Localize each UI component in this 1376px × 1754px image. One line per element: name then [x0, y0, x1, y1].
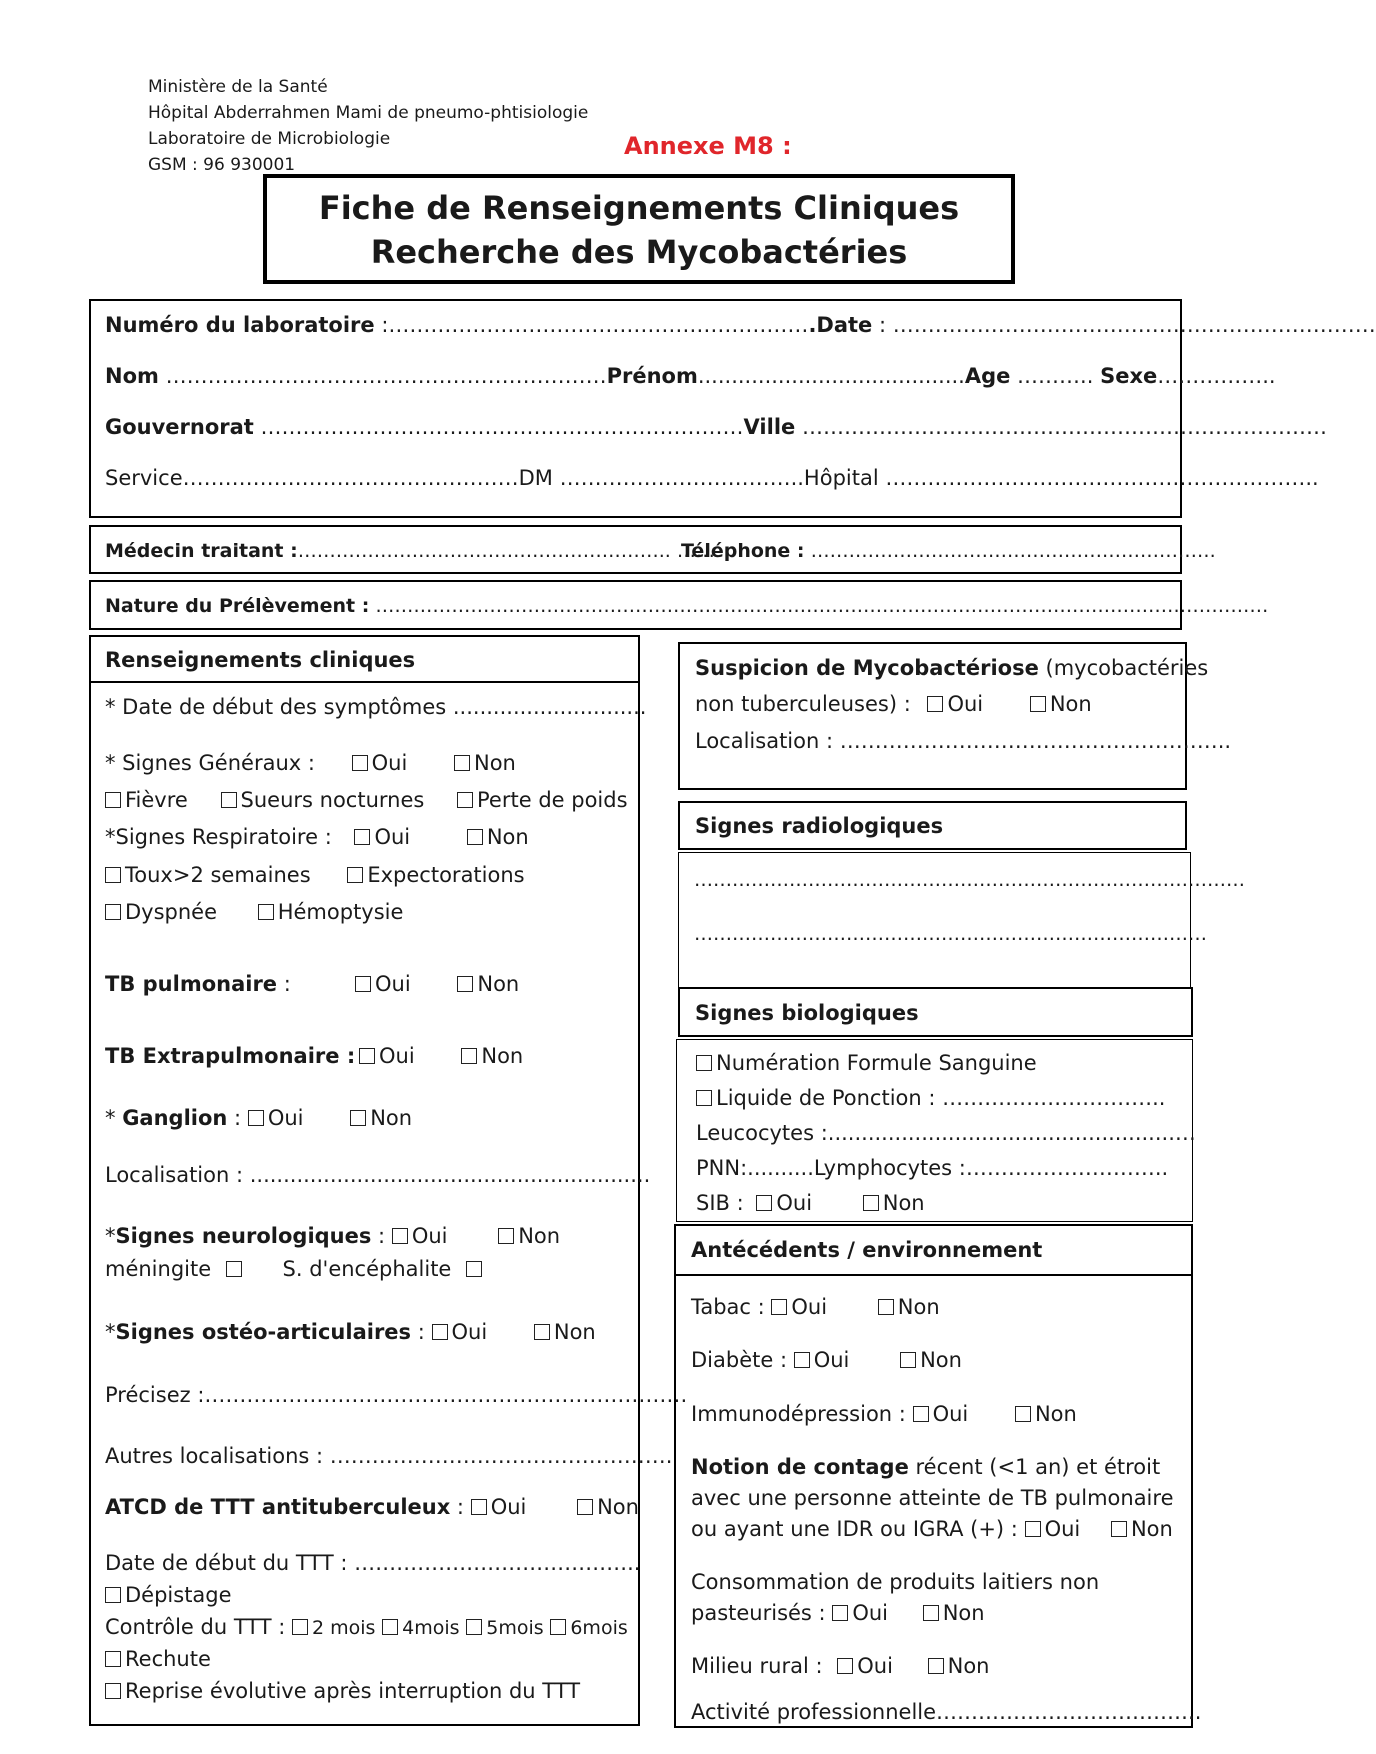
bio-heading-box [678, 987, 1193, 1037]
nfs-checkbox[interactable] [696, 1055, 712, 1071]
immuno-row [691, 1401, 1077, 1427]
telephone-dots: ………………………………………………………. [804, 540, 1216, 562]
hemoptysie-checkbox[interactable] [258, 904, 274, 920]
hospital-text: Hôpital Abderrahmen Mami de pneumo-phtisiologie [148, 103, 589, 123]
sueurs-checkbox[interactable] [221, 792, 237, 808]
medecin-label: Médecin traitant : [105, 540, 298, 562]
contage-l3-label: ou ayant une IDR ou IGRA (+) : [691, 1517, 1018, 1541]
lait-non-checkbox[interactable] [923, 1605, 939, 1621]
lab-number-dots: :…………………………………………………… [374, 313, 809, 337]
suspicion-non-checkbox[interactable] [1030, 696, 1046, 712]
contage-label: Notion de contage [691, 1455, 909, 1479]
neuro-colon: : [371, 1224, 386, 1248]
diabete-non-label: Non [920, 1348, 962, 1372]
antecedents-heading-bar [676, 1226, 1191, 1276]
patient-info-box [89, 299, 1376, 518]
nfs-row [696, 1050, 1037, 1076]
sexe-dots: …………….. [1157, 364, 1276, 388]
reprise-row [105, 1678, 580, 1704]
tbe-non-label: Non [481, 1044, 524, 1068]
suspicion-options [695, 691, 1092, 717]
dyspnee-label: Dyspnée [125, 900, 218, 924]
contage-line-3 [691, 1516, 1173, 1542]
sr-oui-checkbox[interactable] [354, 829, 370, 845]
osteo-colon: : [411, 1320, 425, 1344]
lait-l2-label: pasteurisés : [691, 1601, 826, 1625]
contage-rest: récent (<1 an) et étroit [908, 1455, 1161, 1479]
depistage-label: Dépistage [125, 1583, 232, 1607]
5mois-label: 5mois [486, 1617, 544, 1639]
immuno-label: Immunodépression : [691, 1402, 906, 1426]
suspicion-oui-checkbox[interactable] [927, 696, 943, 712]
tabac-label: Tabac : [691, 1295, 765, 1319]
gouvernorat-dots: …………………………………………………………… [253, 415, 744, 439]
precisez-field[interactable]: Précisez :…………………………………………………………… [105, 1383, 688, 1407]
atcd-ttt-colon: : [450, 1495, 465, 1519]
suspicion-oui-label: Oui [947, 692, 984, 716]
medecin-field[interactable] [105, 538, 715, 564]
prenom-dots: ........................................ [697, 364, 965, 388]
controle-ttt-row [105, 1614, 628, 1641]
title-box [263, 174, 1015, 284]
nom-dots: ……………………………………………………… [158, 364, 607, 388]
radio-dots-2[interactable]: ……………………………………………………………………… [694, 923, 1207, 945]
nom-label: Nom [105, 364, 159, 388]
lait-oui-checkbox[interactable] [832, 1605, 848, 1621]
expectorations-checkbox[interactable] [347, 867, 363, 883]
institution-header [148, 74, 588, 178]
clinique-section [89, 635, 688, 1726]
osteo-prefix: * [105, 1320, 116, 1344]
sib-non-checkbox[interactable] [863, 1195, 879, 1211]
lab-number-field[interactable] [105, 312, 1376, 338]
sib-label: SIB : [696, 1191, 744, 1215]
date-debut-field[interactable]: * Date de début des symptômes ............................. [105, 695, 647, 719]
date-label: .Date [808, 313, 873, 337]
fievre-checkbox[interactable] [105, 792, 121, 808]
dyspnee-checkbox[interactable] [105, 904, 121, 920]
form-subtitle: Recherche des Mycobactéries [370, 233, 908, 271]
medecin-box [89, 525, 1216, 574]
rural-row [691, 1653, 990, 1679]
rechute-row [105, 1646, 211, 1672]
osteo-non-checkbox[interactable] [534, 1324, 550, 1340]
sg-oui-label: Oui [371, 751, 408, 775]
date-ttt-field[interactable]: Date de début du TTT : ………………………………….. [105, 1551, 641, 1575]
contage-oui-label: Oui [1044, 1517, 1081, 1541]
lait-line-1: Consommation de produits laitiers non [691, 1570, 1100, 1594]
sueurs-label: Sueurs nocturnes [240, 788, 425, 812]
form-title: Fiche de Renseignements Cliniques [318, 189, 960, 227]
sr-non-label: Non [486, 825, 529, 849]
rural-oui-checkbox[interactable] [837, 1658, 853, 1674]
diabete-non-checkbox[interactable] [900, 1352, 916, 1368]
ganglion-oui-checkbox[interactable] [248, 1110, 264, 1126]
immuno-oui-label: Oui [932, 1402, 969, 1426]
sr-oui-label: Oui [374, 825, 411, 849]
lab-number-label: Numéro du laboratoire [105, 313, 375, 337]
signes-generaux-row [105, 750, 516, 776]
meningite-label: méningite [105, 1257, 212, 1281]
tabac-non-checkbox[interactable] [878, 1299, 894, 1315]
neuro-prefix: * [105, 1224, 116, 1248]
sexe-label: Sexe [1100, 364, 1158, 388]
age-dots: ……….. [1010, 364, 1101, 388]
gouvernorat-field[interactable] [105, 414, 1327, 440]
immuno-non-label: Non [1034, 1402, 1077, 1426]
hemoptysie-label: Hémoptysie [277, 900, 404, 924]
rural-non-label: Non [947, 1654, 990, 1678]
pnn-field[interactable]: PNN:..........Lymphocytes :……………………….. [696, 1156, 1169, 1180]
tb-extrapulmonaire-row [105, 1043, 355, 1069]
gsm-text: GSM : 96 930001 [148, 155, 296, 175]
6mois-label: 6mois [570, 1617, 628, 1639]
tb-pulmonaire-row [105, 971, 291, 997]
depistage-row [105, 1582, 232, 1608]
sg-non-checkbox[interactable] [454, 755, 470, 771]
tabac-oui-checkbox[interactable] [771, 1299, 787, 1315]
nfs-label: Numération Formule Sanguine [716, 1051, 1037, 1075]
medecin-dots: ………………………………………………….. …… [297, 540, 715, 562]
2mois-checkbox[interactable] [292, 1619, 308, 1635]
contage-non-checkbox[interactable] [1111, 1521, 1127, 1537]
tb-pulmonaire-options [355, 971, 519, 997]
atcd-oui-checkbox[interactable] [471, 1499, 487, 1515]
antecedents-section [674, 1224, 1202, 1728]
diabete-oui-checkbox[interactable] [794, 1352, 810, 1368]
antecedents-heading: Antécédents / environnement [691, 1238, 1043, 1262]
radio-heading: Signes radiologiques [695, 814, 944, 838]
localisation-field[interactable]: Localisation : ............................................................ [105, 1163, 651, 1187]
contage-oui-checkbox[interactable] [1025, 1521, 1041, 1537]
rural-non-checkbox[interactable] [928, 1658, 944, 1674]
lait-non-label: Non [942, 1601, 985, 1625]
suspicion-line2: non tuberculeuses) : [695, 692, 911, 716]
leucocytes-field[interactable]: Leucocytes :....................................................… [696, 1121, 1196, 1145]
lait-oui-label: Oui [852, 1601, 888, 1625]
ganglion-non-checkbox[interactable] [350, 1110, 366, 1126]
perte-poids-label: Perte de poids [477, 788, 628, 812]
osteo-oui-checkbox[interactable] [432, 1324, 448, 1340]
telephone-label: Téléphone : [681, 540, 805, 562]
sib-row [696, 1190, 925, 1216]
liquide-checkbox[interactable] [696, 1090, 712, 1106]
autres-localisations-field[interactable]: Autres localisations : …………………………………………. [105, 1444, 673, 1468]
ganglion-colon: : [227, 1106, 242, 1130]
lait-line-2 [691, 1600, 985, 1626]
date-dots: : …………………………………………………………… [872, 313, 1376, 337]
neuro-options-row [105, 1256, 486, 1282]
radio-content-box [678, 852, 1245, 988]
tbe-non-checkbox[interactable] [461, 1048, 477, 1064]
ganglion-prefix: * [105, 1106, 123, 1130]
5mois-checkbox[interactable] [466, 1619, 482, 1635]
sib-oui-checkbox[interactable] [756, 1195, 772, 1211]
age-label: Age [964, 364, 1011, 388]
suspicion-box [678, 642, 1232, 790]
tabac-non-label: Non [897, 1295, 940, 1319]
ganglion-non-label: Non [370, 1106, 413, 1130]
diabete-oui-label: Oui [813, 1348, 850, 1372]
sib-non-label: Non [882, 1191, 925, 1215]
tb-pulmonaire-label: TB pulmonaire [105, 972, 278, 996]
tb-extrapulmonaire-label: TB Extrapulmonaire : [105, 1044, 356, 1068]
expectorations-label: Expectorations [367, 863, 525, 887]
osteo-row [105, 1319, 596, 1345]
2mois-label: 2 mois [312, 1617, 376, 1639]
controle-ttt-label: Contrôle du TTT : [105, 1615, 286, 1639]
perte-poids-checkbox[interactable] [457, 792, 473, 808]
ganglion-label: Ganglion [122, 1106, 228, 1130]
neuro-oui-label: Oui [411, 1224, 448, 1248]
neuro-non-checkbox[interactable] [498, 1228, 514, 1244]
immuno-oui-checkbox[interactable] [913, 1406, 929, 1422]
depistage-checkbox[interactable] [105, 1587, 121, 1603]
tbe-oui-label: Oui [379, 1044, 415, 1068]
gouvernorat-label: Gouvernorat [105, 415, 254, 439]
sr-non-checkbox[interactable] [467, 829, 483, 845]
reprise-checkbox[interactable] [105, 1683, 121, 1699]
ville-dots: ………………………………………………………………… [795, 415, 1327, 439]
suspicion-non-label: Non [1049, 692, 1092, 716]
tbp-oui-checkbox[interactable] [355, 976, 371, 992]
tb-extrapulmonaire-options [359, 1043, 523, 1069]
lab-text: Laboratoire de Microbiologie [148, 129, 391, 149]
bio-heading: Signes biologiques [695, 1001, 919, 1025]
sg-oui-checkbox[interactable] [352, 755, 368, 771]
ville-label: Ville [743, 415, 796, 439]
4mois-checkbox[interactable] [382, 1619, 398, 1635]
liquide-row [696, 1085, 1165, 1111]
toux-label: Toux>2 semaines [125, 863, 311, 887]
ministry-text: Ministère de la Santé [148, 77, 328, 97]
annexe-label: Annexe M8 : [624, 132, 792, 160]
sg-non-label: Non [474, 751, 516, 775]
tbp-non-label: Non [477, 972, 520, 996]
bio-content-box [676, 1039, 1196, 1222]
rechute-label: Rechute [125, 1647, 211, 1671]
liquide-label: Liquide de Ponction : ………………………….. [716, 1086, 1166, 1110]
nature-dots: …………………………………………………………………………………………………………………………… [369, 595, 1269, 617]
6mois-checkbox[interactable] [550, 1619, 566, 1635]
service-field[interactable]: Service…………………………………………DM ……………………………..Hôpital …………………………………………………….. [105, 466, 1319, 490]
name-field[interactable] [105, 363, 1276, 389]
ganglion-oui-label: Oui [267, 1106, 304, 1130]
nature-label: Nature du Prélèvement : [105, 595, 370, 617]
tb-pulmonaire-colon: : [277, 972, 291, 996]
neuro-row [105, 1223, 560, 1249]
radio-dots-1[interactable]: …………………………………………………………………………… [694, 869, 1245, 891]
tabac-oui-label: Oui [791, 1295, 828, 1319]
prenom-label: Prénom [606, 364, 698, 388]
toux-checkbox[interactable] [105, 867, 121, 883]
suspicion-row [695, 655, 1208, 681]
encephalite-checkbox[interactable] [466, 1261, 482, 1277]
clinique-heading-bar [91, 637, 638, 683]
atcd-non-checkbox[interactable] [577, 1499, 593, 1515]
osteo-oui-label: Oui [451, 1320, 488, 1344]
neuro-label: Signes neurologiques [115, 1224, 372, 1248]
clinique-heading: Renseignements cliniques [105, 648, 416, 672]
rural-label: Milieu rural : [691, 1654, 823, 1678]
activite-field[interactable]: Activité professionnelle……………………………….. [691, 1700, 1202, 1724]
signes-generaux-label: * Signes Généraux : [105, 751, 315, 775]
osteo-non-label: Non [553, 1320, 596, 1344]
contage-line-1 [691, 1454, 1160, 1480]
reprise-label: Reprise évolutive après interruption du TTT [125, 1679, 581, 1703]
tabac-row [691, 1294, 940, 1320]
signes-respiratoires-row [105, 824, 529, 850]
tbp-non-checkbox[interactable] [457, 976, 473, 992]
atcd-oui-label: Oui [490, 1495, 527, 1519]
suspicion-paren: (mycobactéries [1038, 656, 1209, 680]
telephone-field[interactable] [681, 538, 1216, 564]
4mois-label: 4mois [402, 1617, 460, 1639]
tbp-oui-label: Oui [375, 972, 411, 996]
rural-oui-label: Oui [857, 1654, 893, 1678]
atcd-ttt-label: ATCD de TTT antituberculeux [105, 1495, 451, 1519]
immuno-non-checkbox[interactable] [1015, 1406, 1031, 1422]
atcd-ttt-row [105, 1494, 639, 1520]
nature-box [89, 580, 1269, 630]
diabete-label: Diabète : [691, 1348, 788, 1372]
nature-field[interactable] [105, 593, 1268, 619]
suspicion-localisation-field[interactable]: Localisation : ……………………………………………….. [695, 729, 1232, 753]
radio-heading-box [678, 801, 1187, 850]
ganglion-row [105, 1105, 412, 1131]
contage-non-label: Non [1130, 1517, 1173, 1541]
signes-respiratoires-label: *Signes Respiratoire : [105, 825, 332, 849]
sr-options-row-1 [105, 862, 525, 888]
sr-options-row-2 [105, 899, 403, 925]
atcd-non-label: Non [597, 1495, 639, 1519]
encephalite-label: S. d'encéphalite [282, 1257, 452, 1281]
contage-line-2: avec une personne atteinte de TB pulmonaire [691, 1486, 1174, 1510]
meningite-checkbox[interactable] [226, 1261, 242, 1277]
osteo-label: Signes ostéo-articulaires [115, 1320, 412, 1344]
fievre-label: Fièvre [125, 788, 188, 812]
diabete-row [691, 1347, 962, 1373]
suspicion-label: Suspicion de Mycobactériose [695, 656, 1039, 680]
tbe-oui-checkbox[interactable] [359, 1048, 375, 1064]
neuro-non-label: Non [518, 1224, 561, 1248]
sib-oui-label: Oui [776, 1191, 813, 1215]
rechute-checkbox[interactable] [105, 1651, 121, 1667]
neuro-oui-checkbox[interactable] [392, 1228, 408, 1244]
sg-options-row [105, 787, 628, 813]
